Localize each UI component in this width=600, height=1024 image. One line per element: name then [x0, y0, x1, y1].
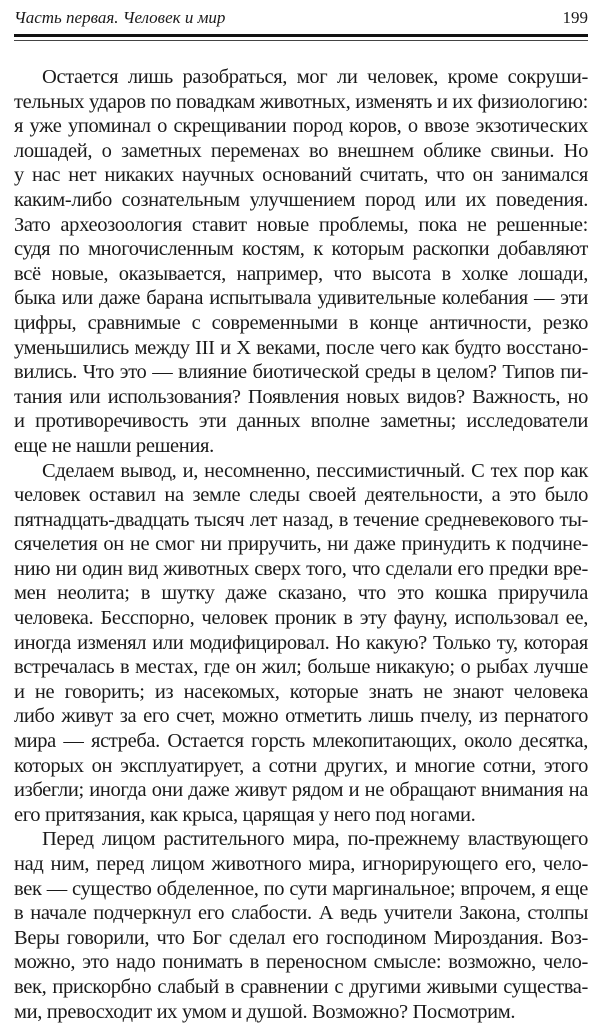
text-line: мира — ястреба. Остается горсть млекопитающих, около десятка,: [14, 730, 588, 753]
paragraph: [14, 459, 588, 828]
header-rule-thin: [14, 40, 588, 41]
text-line: нию ни один вид животных сверх того, что сделали его предки вре-: [14, 557, 588, 580]
text-line: которых он эксплуатирует, а сотни других, и многие сотни, этого: [14, 754, 588, 777]
text-line: Сделаем вывод, и, несомненно, пессимистичный. С тех пор как: [42, 459, 588, 482]
text-line: человека. Бесспорно, человек проник в эту фауну, использовал ее,: [14, 607, 588, 630]
text-line: лошадей, о заметных переменах во внешнем облике свиньи. Но: [14, 139, 588, 162]
text-line: и противоречивость эти данных вполне заметны; исследователи: [14, 410, 588, 433]
text-line: еще не нашли решения.: [14, 434, 214, 457]
text-line: век — существо обделенное, по сути маргинальное; впрочем, я еще: [14, 877, 588, 900]
text-line: либо живут за его счет, можно отметить лишь пчелу, из пернатого: [14, 705, 588, 728]
header-rule-thick: [14, 34, 588, 37]
text-line: Перед лицом растительного мира, по-прежнему властвующего: [42, 828, 588, 851]
text-line: его притязания, как крыса, царящая у него под ногами.: [14, 803, 476, 826]
text-line: я уже упоминал о скрещивании пород коров, о ввозе экзотических: [14, 115, 588, 138]
text-line: тельных ударов по повадкам животных, изменять и их физиологию:: [14, 90, 588, 113]
text-line: иногда изменял или модифицировал. Но какую? Только ту, которая: [14, 631, 588, 654]
paragraph: [14, 65, 588, 459]
running-header: [14, 6, 588, 30]
text-line: и не говорить; из насекомых, которые знать не знают человека: [14, 680, 588, 703]
text-line: человек оставил на земле следы своей деятельности, а это было: [14, 484, 588, 507]
text-line: Зато археозоология ставит новые проблемы, пока не решенные:: [14, 213, 588, 236]
text-line: сячелетия он не смог ни приручить, ни даже принудить к подчине-: [14, 533, 588, 556]
text-line: в начале подчеркнул его слабости. А ведь учители Закона, столпы: [14, 902, 588, 925]
text-line: мен неолита; в шутку даже сказано, что это кошка приручила: [14, 582, 588, 605]
text-line: встречалась в местах, где он жил; больше никакую; о рыбах лучше: [14, 656, 588, 679]
text-line: пятнадцать-двадцать тысяч лет назад, в течение средневекового ты-: [14, 508, 588, 531]
text-line: у нас нет никаких научных оснований считать, что он занимался: [14, 164, 588, 187]
text-line: вились. Что это — влияние биотической среды в целом? Типов пи-: [14, 361, 588, 384]
text-line: цифры, сравнимые с современными в конце античности, резко: [14, 311, 588, 334]
text-line: можно, это надо понимать в переносном смысле: возможно, чело-: [14, 951, 588, 974]
text-line: всё новые, оказывается, например, что высота в холке лошади,: [14, 262, 588, 285]
text-line: Веры говорили, что Бог сделал его господином Мироздания. Воз-: [14, 926, 588, 949]
text-line: избегли; иногда они даже живут рядом и не обращают внимания на: [14, 779, 588, 802]
text-line: быка или даже барана испытывала удивительные колебания — эти: [14, 287, 588, 310]
running-title: Часть первая. Человек и мир: [14, 8, 226, 27]
text-line: ми, превосходит их умом и душой. Возможно? Посмотрим.: [14, 1000, 516, 1023]
text-line: над ним, перед лицом животного мира, игнорирующего его, чело-: [14, 853, 588, 875]
page-number: 199: [562, 8, 588, 27]
paragraph: [14, 827, 588, 1024]
text-line: Остается лишь разобраться, мог ли человек, кроме сокруши-: [42, 66, 588, 88]
text-line: тания или использования? Появления новых видов? Важность, но: [14, 385, 588, 408]
text-line: век, прискорбно слабый в сравнении с другими живыми существа-: [14, 975, 588, 998]
body-text: [14, 65, 588, 1024]
text-line: уменьшились между III и X веками, после чего как будто восстано-: [14, 336, 588, 359]
text-line: каким-либо сознательным улучшением пород или их поведения.: [14, 188, 588, 211]
text-line: судя по многочисленным костям, к которым раскопки добавляют: [14, 238, 588, 261]
